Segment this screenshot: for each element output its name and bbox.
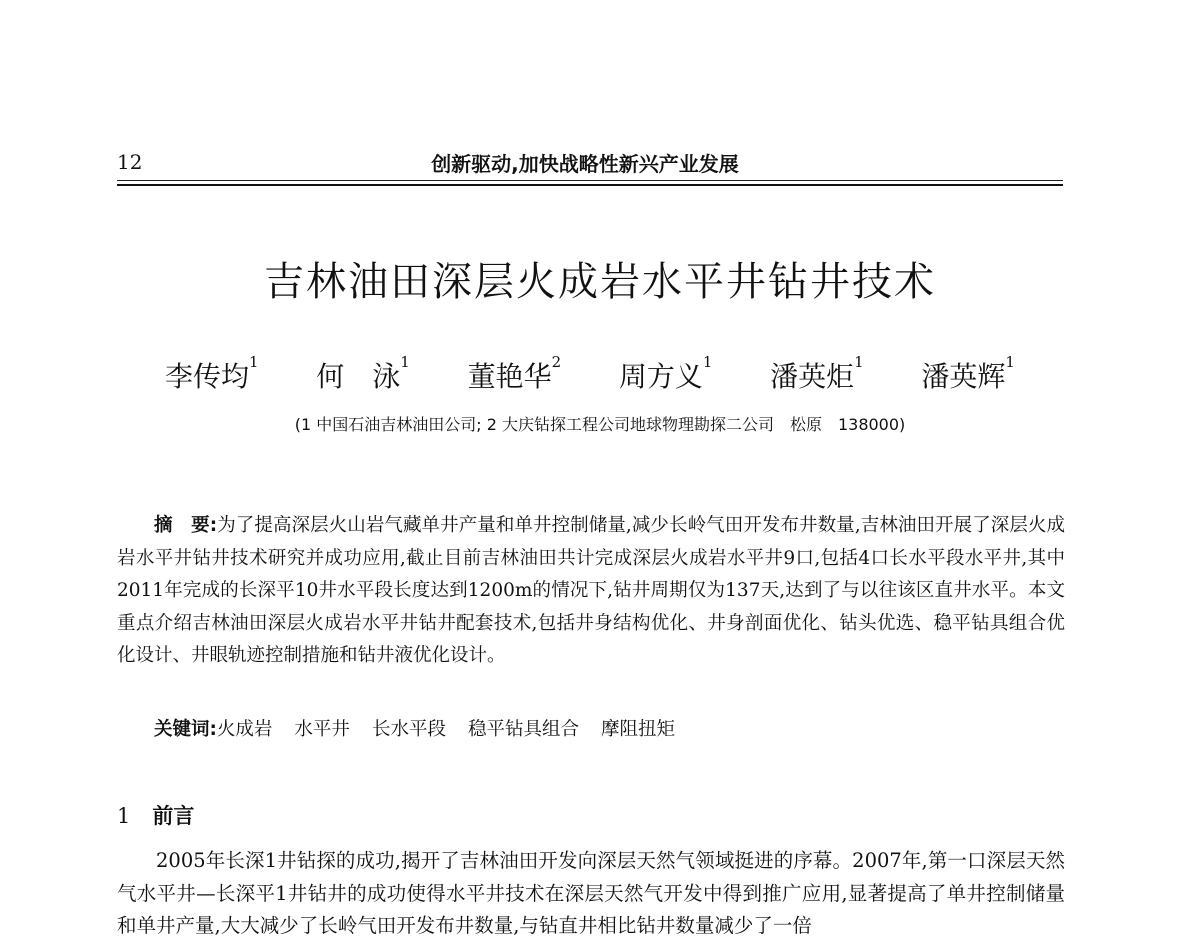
abstract-label: 摘 要: [154, 515, 218, 536]
affiliation: (1 中国石油吉林油田公司; 2 大庆钻探工程公司地球物理勘探二公司 松原 138000) [294, 415, 906, 434]
running-head: 创新驱动,加快战略性新兴产业发展 [431, 152, 739, 176]
section-heading [117, 800, 194, 830]
author-list [165, 355, 1015, 395]
keywords-label: 关键词: [154, 719, 217, 740]
page-number: 12 [117, 150, 143, 174]
abstract-text: 为了提高深层火山岩气藏单井产量和单井控制储量,减少长岭气田开发布井数量,吉林油田开展了深层火成岩水平井钻井技术研究并成功应用,截止目前吉林油田共计完成深层火成岩水平井9口,包括4口长水平段水平井,其中2011年完成的长深平10井水平段长度达到1200m的情况下,钻井周期仅为137天,达到了与以往该区直井水平。本文重点介绍吉林油田深层火成岩水平井钻井配套技术,包括井身结构优化、井身剖面优化、钻头优选、稳平钻具组合优化设计、井眼轨迹控制措施和钻井液优化设计。 [117, 515, 1066, 666]
author: 董艳华$^2$ [467, 353, 562, 393]
keyword: 长水平段 [371, 719, 446, 740]
author: 周方义$^1$ [618, 353, 713, 393]
article-title: 吉林油田深层火成岩水平井钻井技术 [264, 259, 936, 305]
keyword: 水平井 [294, 719, 350, 740]
intro-paragraph: 2005年长深1井钻探的成功,揭开了吉林油田开发向深层天然气领域挺进的序幕。2007年,第一口深层天然气水平井—长深平1井钻井的成功使得水平井技术在深层天然气开发中得到推广应用,显著提高了单井控制储量和单井产量,大大减少了长岭气田开发布井数量,与钻直井相比钻井数量减少了一倍 [117, 849, 1065, 937]
section-title: 前言 [152, 804, 195, 828]
keyword: 摩阻扭矩 [600, 719, 675, 740]
author: 潘英炬$^1$ [770, 353, 864, 393]
author: 潘英辉$^1$ [921, 353, 1015, 393]
header-rule-thick [117, 184, 1063, 186]
section-number: 1 [117, 804, 131, 828]
header-rule-thin [117, 180, 1063, 181]
keyword: 火成岩 [216, 719, 273, 740]
author: 何 泳$^1$ [316, 353, 410, 393]
abstract [117, 510, 1065, 673]
keyword: 稳平钻具组合 [467, 719, 579, 740]
author: 李传均$^1$ [165, 353, 259, 393]
keywords [154, 715, 697, 741]
